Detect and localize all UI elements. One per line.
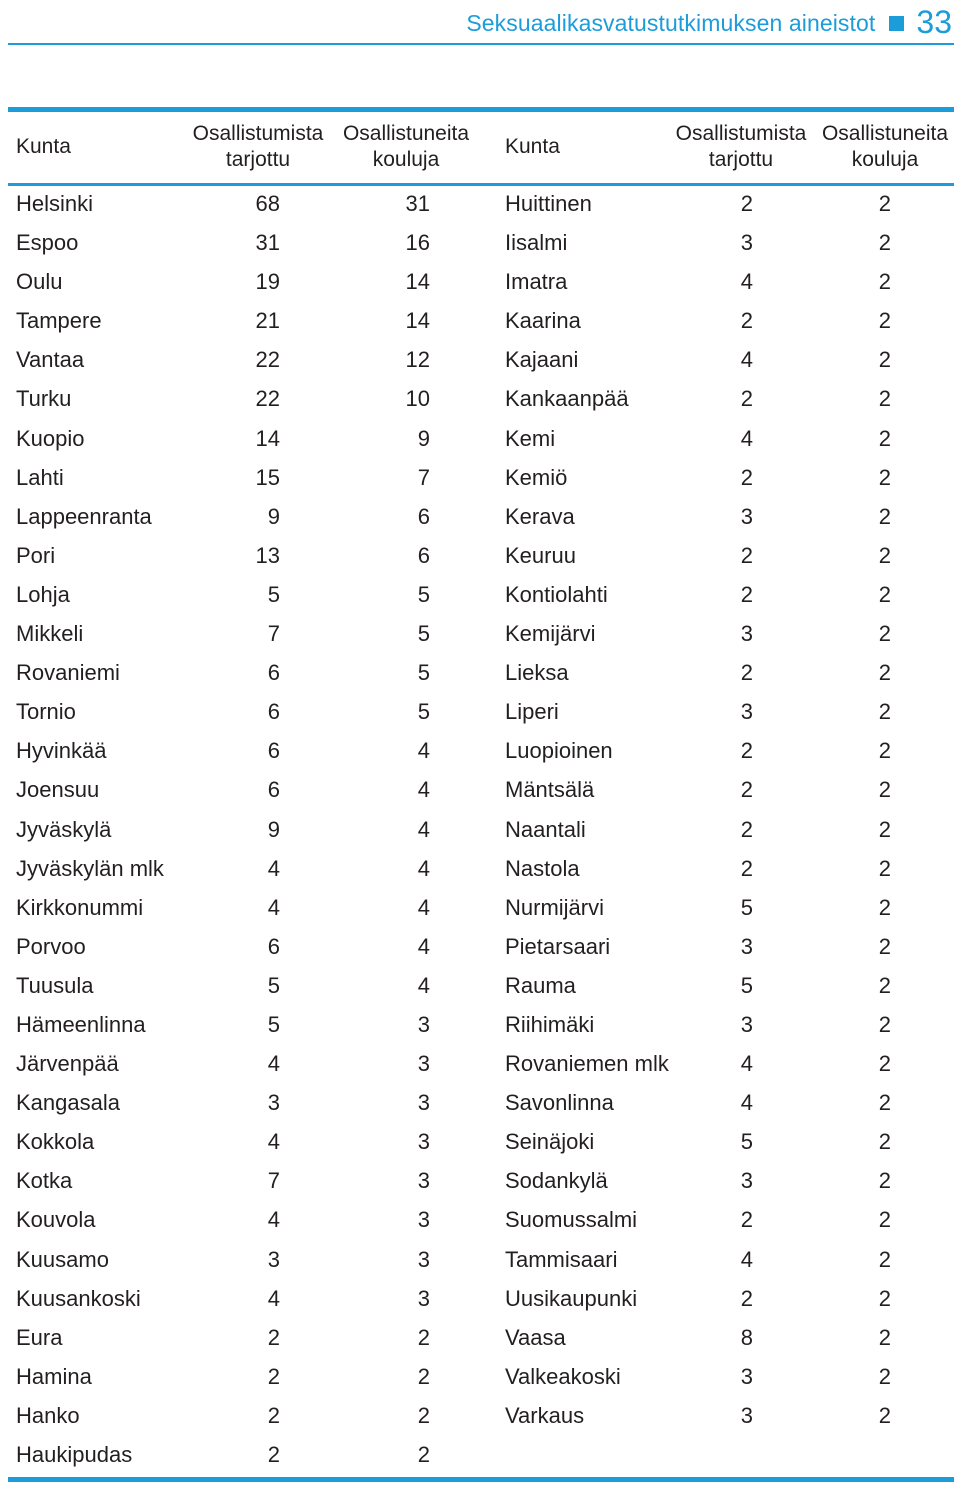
offered-count: 2 [740,464,753,490]
municipality-name: Tornio [16,699,76,725]
municipality-name: Eura [16,1324,63,1350]
table-row [505,656,945,695]
participating-schools-count: 2 [878,855,891,881]
participating-schools-count: 4 [417,972,430,998]
offered-count: 2 [740,816,753,842]
offered-count: 3 [740,230,753,256]
municipality-name: Keuruu [505,542,576,568]
table-row [16,773,456,812]
offered-count: 2 [740,1285,753,1311]
municipality-name: Kotka [16,1168,73,1194]
municipality-name: Kemiö [505,464,568,490]
municipality-name: Rovaniemen mlk [505,1051,669,1077]
municipality-name: Hamina [16,1363,92,1389]
municipality-name: Nastola [505,855,580,881]
table-row [16,1243,456,1282]
municipality-name: Varkaus [505,1402,585,1428]
table-row [505,1399,945,1438]
table-row [16,891,456,930]
offered-count: 14 [255,425,280,451]
participating-schools-count: 2 [878,1324,891,1350]
participating-schools-count: 5 [417,699,430,725]
municipality-name: Turku [16,386,72,412]
page-header [0,0,960,44]
offered-count: 22 [255,347,280,373]
participating-schools-count: 5 [417,660,430,686]
participating-schools-count: 2 [878,464,891,490]
participating-schools-count: 2 [417,1363,430,1389]
offered-count: 4 [740,425,753,451]
col-header-kunta-left: Kunta [16,135,71,158]
offered-count: 2 [740,738,753,764]
table-row [16,1008,456,1047]
table-row [505,695,945,734]
table-row [505,1086,945,1125]
participating-schools-count: 4 [417,777,430,803]
offered-count: 2 [740,386,753,412]
offered-count: 2 [267,1442,280,1467]
offered-count: 5 [267,581,280,607]
table-row [16,813,456,852]
municipality-name: Kontiolahti [505,581,608,607]
col-header-kouluja-line2: kouluja [372,148,440,171]
municipality-name: Kouvola [16,1207,96,1233]
table-row [16,1203,456,1242]
table-row [16,304,456,343]
table-row [16,226,456,265]
table-row [16,539,456,578]
table-row [505,343,945,382]
offered-count: 3 [267,1246,280,1272]
table-row [505,187,945,226]
participating-schools-count: 4 [417,894,430,920]
municipality-name: Pietarsaari [505,933,611,959]
offered-count: 3 [740,699,753,725]
table-bottom-rule [8,1477,954,1482]
municipality-name: Hyvinkää [16,738,107,764]
municipality-name: Vantaa [16,347,85,373]
table-row [505,422,945,461]
table-row [16,1438,456,1477]
table-row [16,734,456,773]
table-header-rule [8,183,954,186]
municipality-name: Kuopio [16,425,85,451]
col-header-tarjottu-line1: Osallistumista [192,122,324,145]
participating-schools-count: 2 [878,1363,891,1389]
offered-count: 6 [267,738,280,764]
table-row [505,265,945,304]
participating-schools-count: 2 [878,425,891,451]
participating-schools-count: 2 [878,816,891,842]
offered-count: 4 [740,1246,753,1272]
table-row [505,852,945,891]
participating-schools-count: 5 [417,621,430,647]
municipality-name: Uusikaupunki [505,1285,638,1311]
municipality-name: Huittinen [505,191,592,216]
participating-schools-count: 2 [878,1246,891,1272]
table-row [16,1047,456,1086]
offered-count: 13 [255,542,280,568]
table-row [505,813,945,852]
table-row [505,382,945,421]
col-header-tarjottu-line2: tarjottu [225,148,291,171]
col-header-tarjottu-right [669,121,813,173]
participating-schools-count: 2 [878,1285,891,1311]
municipality-name: Kajaani [505,347,579,373]
participating-schools-count: 2 [417,1324,430,1350]
municipality-name: Kokkola [16,1129,95,1155]
municipality-name: Joensuu [16,777,100,803]
municipality-name: Kemijärvi [505,621,596,647]
table-row [16,1360,456,1399]
table-row [505,773,945,812]
table-row [16,1321,456,1360]
table-row [505,1282,945,1321]
municipality-name: Nurmijärvi [505,894,604,920]
municipality-name: Kuusankoski [16,1285,141,1311]
participating-schools-count: 2 [878,621,891,647]
offered-count: 4 [267,1207,280,1233]
table-row [16,1086,456,1125]
municipality-name: Mikkeli [16,621,84,647]
participating-schools-count: 3 [417,1246,430,1272]
participating-schools-count: 2 [417,1402,430,1428]
col-header-kouluja-left [332,121,480,173]
table-row [16,578,456,617]
offered-count: 6 [267,777,280,803]
offered-count: 5 [267,972,280,998]
table-row [16,695,456,734]
participating-schools-count: 31 [405,191,430,216]
municipality-name: Imatra [505,269,568,295]
offered-count: 9 [267,503,280,529]
table-row [16,382,456,421]
table-row [505,930,945,969]
page-number: 33 [916,3,952,40]
table-row [16,187,456,226]
table-row [505,891,945,930]
municipality-name: Mäntsälä [505,777,595,803]
municipality-name: Tuusula [16,972,94,998]
municipality-name: Lappeenranta [16,503,152,529]
municipality-name: Jyväskylä [16,816,112,842]
offered-count: 2 [740,660,753,686]
municipality-name: Savonlinna [505,1090,614,1116]
municipality-name: Kaarina [505,308,581,334]
table-row [16,656,456,695]
participating-schools-count: 4 [417,855,430,881]
participating-schools-count: 4 [417,816,430,842]
square-bullet-icon [889,16,904,31]
offered-count: 6 [267,699,280,725]
offered-count: 22 [255,386,280,412]
offered-count: 4 [267,1129,280,1155]
offered-count: 68 [255,191,280,216]
offered-count: 4 [740,347,753,373]
participating-schools-count: 2 [878,738,891,764]
table-row [505,578,945,617]
participating-schools-count: 2 [878,581,891,607]
participating-schools-count: 2 [878,1402,891,1428]
offered-count: 6 [267,933,280,959]
participating-schools-count: 2 [878,308,891,334]
participating-schools-count: 10 [405,386,430,412]
offered-count: 5 [267,1011,280,1037]
municipality-name: Naantali [505,816,586,842]
municipality-name: Kangasala [16,1090,120,1116]
table-row [505,1203,945,1242]
participating-schools-count: 2 [878,777,891,803]
participating-schools-count: 12 [405,347,430,373]
municipality-name: Valkeakoski [505,1363,621,1389]
offered-count: 4 [740,1090,753,1116]
table-row [16,617,456,656]
table-row [16,461,456,500]
offered-count: 4 [267,894,280,920]
municipality-name: Kerava [505,503,575,529]
participating-schools-count: 2 [878,1129,891,1155]
participating-schools-count: 3 [417,1285,430,1311]
participating-schools-count: 7 [417,464,430,490]
offered-count: 2 [740,308,753,334]
table-row [505,226,945,265]
offered-count: 4 [740,1051,753,1077]
offered-count: 3 [740,1402,753,1428]
offered-count: 21 [255,308,280,334]
table-row [16,930,456,969]
offered-count: 3 [740,503,753,529]
offered-count: 3 [740,1168,753,1194]
participating-schools-count: 2 [878,1090,891,1116]
municipality-name: Rauma [505,972,576,998]
participating-schools-count: 2 [417,1442,430,1467]
offered-count: 15 [255,464,280,490]
left-table-body [16,187,456,1477]
offered-count: 2 [740,581,753,607]
offered-count: 4 [267,1051,280,1077]
participating-schools-count: 3 [417,1207,430,1233]
participating-schools-count: 2 [878,1168,891,1194]
col-header-tarjottu-left [186,121,330,173]
municipality-name: Lieksa [505,660,569,686]
municipality-name: Liperi [505,699,559,725]
offered-count: 5 [740,972,753,998]
table-row [505,1047,945,1086]
municipality-name: Porvoo [16,933,86,959]
municipality-name: Suomussalmi [505,1207,638,1233]
municipality-name: Kankaanpää [505,386,629,412]
offered-count: 4 [267,855,280,881]
participating-schools-count: 2 [878,191,891,216]
participating-schools-count: 2 [878,1051,891,1077]
col-header-tarjottu-line1: Osallistumista [675,122,807,145]
municipality-name: Rovaniemi [16,660,120,686]
municipality-name: Hanko [16,1402,80,1428]
participating-schools-count: 5 [417,581,430,607]
offered-count: 3 [267,1090,280,1116]
municipality-name: Luopioinen [505,738,613,764]
offered-count: 3 [740,933,753,959]
offered-count: 2 [740,191,753,216]
offered-count: 3 [740,1011,753,1037]
table-row [505,1125,945,1164]
municipality-name: Lohja [16,581,70,607]
municipality-name: Espoo [16,230,79,256]
table-row [16,343,456,382]
participating-schools-count: 2 [878,503,891,529]
offered-count: 4 [267,1285,280,1311]
table-row [505,1321,945,1360]
municipality-name: Sodankylä [505,1168,608,1194]
municipality-name: Lahti [16,464,64,490]
offered-count: 3 [740,621,753,647]
table-row [16,1164,456,1203]
offered-count: 8 [740,1324,753,1350]
table-row [16,1282,456,1321]
col-header-tarjottu-line2: tarjottu [708,148,774,171]
participating-schools-count: 9 [417,425,430,451]
col-header-kunta-right: Kunta [505,135,560,158]
table-row [505,969,945,1008]
offered-count: 31 [255,230,280,256]
participating-schools-count: 14 [405,269,430,295]
table-top-rule [8,107,954,112]
municipality-name: Vaasa [505,1324,566,1350]
participating-schools-count: 2 [878,972,891,998]
table-row [16,852,456,891]
municipality-name: Oulu [16,269,63,295]
participating-schools-count: 2 [878,894,891,920]
offered-count: 2 [740,1207,753,1233]
participating-schools-count: 2 [878,269,891,295]
table-row [505,500,945,539]
table-row [505,1008,945,1047]
participating-schools-count: 3 [417,1090,430,1116]
participating-schools-count: 2 [878,230,891,256]
offered-count: 7 [267,621,280,647]
participating-schools-count: 2 [878,933,891,959]
table-row [16,422,456,461]
participating-schools-count: 4 [417,933,430,959]
participating-schools-count: 2 [878,1207,891,1233]
running-title: Seksuaalikasvatustutkimuksen aineistot [466,9,876,36]
participating-schools-count: 3 [417,1168,430,1194]
table-row [16,1125,456,1164]
table-row [505,539,945,578]
offered-count: 5 [740,1129,753,1155]
participating-schools-count: 2 [878,542,891,568]
table-row [16,969,456,1008]
table-row [505,304,945,343]
municipality-name: Järvenpää [16,1051,119,1077]
municipality-name: Seinäjoki [505,1129,595,1155]
municipality-name: Kuusamo [16,1246,109,1272]
municipality-name: Jyväskylän mlk [16,855,164,881]
municipality-name: Haukipudas [16,1442,133,1467]
participating-schools-count: 2 [878,660,891,686]
offered-count: 5 [740,894,753,920]
col-header-kouluja-line1: Osallistuneita [821,122,949,145]
municipality-name: Iisalmi [505,230,568,256]
offered-count: 9 [267,816,280,842]
municipality-name: Helsinki [16,191,94,216]
col-header-kouluja-right [811,121,959,173]
participating-schools-count: 2 [878,347,891,373]
col-header-kouluja-line2: kouluja [851,148,919,171]
municipality-name: Riihimäki [505,1011,595,1037]
participating-schools-count: 6 [417,503,430,529]
participating-schools-count: 3 [417,1129,430,1155]
municipality-name: Tammisaari [505,1246,618,1272]
table-row [505,1164,945,1203]
offered-count: 2 [267,1363,280,1389]
municipality-name: Pori [16,542,56,568]
participating-schools-count: 6 [417,542,430,568]
participating-schools-count: 2 [878,386,891,412]
participating-schools-count: 2 [878,1011,891,1037]
table-row [16,500,456,539]
municipality-name: Kirkkonummi [16,894,144,920]
table-row [505,461,945,500]
participating-schools-count: 4 [417,738,430,764]
col-header-kouluja-line1: Osallistuneita [342,122,470,145]
table-row [16,265,456,304]
offered-count: 2 [740,542,753,568]
offered-count: 4 [740,269,753,295]
right-table-body [505,187,945,1438]
offered-count: 2 [740,777,753,803]
table-row [505,1360,945,1399]
table-row [505,734,945,773]
participating-schools-count: 3 [417,1051,430,1077]
table-row [505,617,945,656]
offered-count: 2 [267,1402,280,1428]
offered-count: 3 [740,1363,753,1389]
offered-count: 2 [740,855,753,881]
municipality-name: Tampere [16,308,102,334]
municipality-name: Hämeenlinna [16,1011,146,1037]
participating-schools-count: 14 [405,308,430,334]
offered-count: 7 [267,1168,280,1194]
participating-schools-count: 2 [878,699,891,725]
offered-count: 6 [267,660,280,686]
offered-count: 2 [267,1324,280,1350]
participating-schools-count: 16 [405,230,430,256]
header-rule [8,43,954,45]
table-row [505,1243,945,1282]
participating-schools-count: 3 [417,1011,430,1037]
municipality-name: Kemi [505,425,556,451]
offered-count: 19 [255,269,280,295]
table-row [16,1399,456,1438]
